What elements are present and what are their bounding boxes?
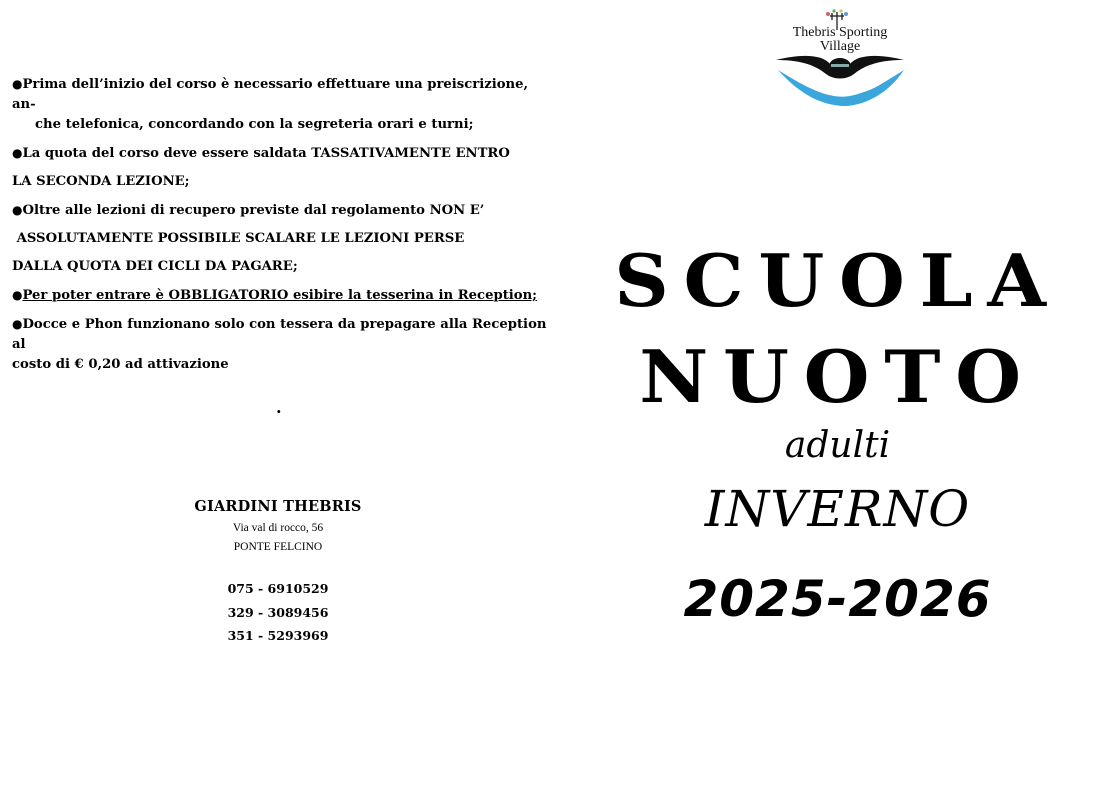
venue-city: PONTE FELCINO <box>233 541 323 553</box>
rules-list <box>12 74 552 375</box>
rule-item: ●La quota del corso deve essere saldata TASSATIVAMENTE ENTRO <box>12 146 510 161</box>
phone-number: 351 - 5293969 <box>227 628 329 643</box>
rule-item: ●Oltre alle lezioni di recupero previste dal regolamento NON E’ <box>12 203 485 218</box>
title-nuoto: NUOTO <box>639 334 1036 419</box>
rule-item: ●Prima dell’inizio del corso è necessario effettuare una preiscrizione, an- che telefonica, concordando con la segreteria orari e turni; <box>12 77 529 132</box>
season-label: INVERNO <box>704 480 971 538</box>
brand-logo <box>770 8 910 112</box>
contact-block <box>130 498 426 648</box>
cover-panel <box>560 0 1115 788</box>
logo-text: Thebris Sporting Village <box>792 25 888 54</box>
subtitle-adulti: adulti <box>784 425 891 466</box>
rule-item: ●Docce e Phon funzionano solo con tessera da prepagare alla Reception al costo di € 0,20 ad attivazione <box>12 317 547 372</box>
title-scuola: SCUOLA <box>614 238 1061 323</box>
stray-dot: . <box>276 398 282 417</box>
phone-number: 075 - 6910529 <box>227 581 329 596</box>
phone-number: 329 - 3089456 <box>227 604 329 620</box>
season-years: 2025-2026 <box>683 570 992 628</box>
swimmer-logo-icon <box>770 8 910 112</box>
rule-item: DALLA QUOTA DEI CICLI DA PAGARE; <box>12 259 298 274</box>
venue-address: Via val di rocco, 56 <box>232 522 324 534</box>
rule-item: ASSOLUTAMENTE POSSIBILE SCALARE LE LEZIONI PERSE <box>12 231 465 246</box>
venue-name: GIARDINI THEBRIS <box>194 498 362 515</box>
rule-item: ●Per poter entrare è OBBLIGATORIO esibire la tesserina in Reception; <box>12 288 538 303</box>
phone-list <box>130 577 426 648</box>
rule-item: LA SECONDA LEZIONE; <box>12 174 190 189</box>
